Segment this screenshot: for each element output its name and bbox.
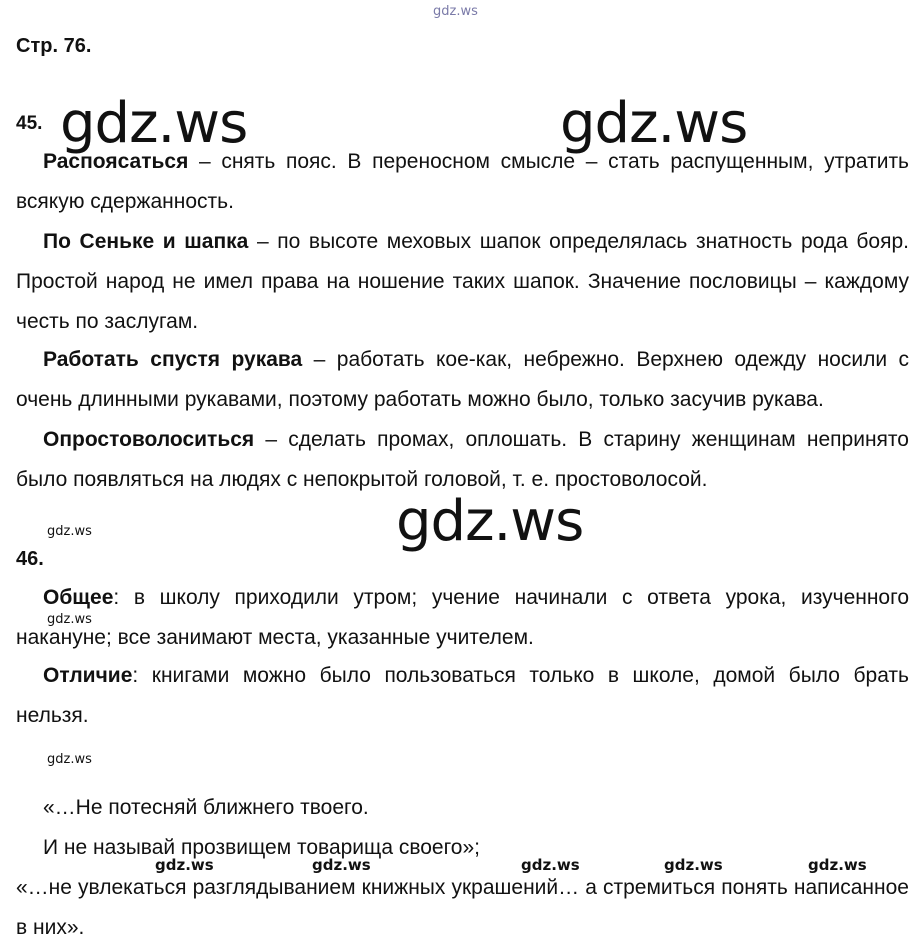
term: Распоясаться (43, 150, 189, 173)
term: Опростоволоситься (43, 428, 255, 451)
quote-line-3: «…не увлекаться разглядыванием книжных украшений… а стремиться понять написанное в них». (16, 876, 909, 939)
quote-line-2: И не называй прозвищем товарища своего»; (43, 836, 481, 859)
task-45-item-4 (16, 420, 909, 500)
watermark-row-2: gdz.ws (312, 856, 371, 874)
watermark-large-2: gdz.ws (560, 91, 748, 156)
definition: – сделать промах, оплошать. В старину женщинам непринято было появляться на людях с непокрытой головой, т. е. простоволосой. (16, 428, 909, 491)
watermark-small-3: gdz.ws (47, 752, 92, 767)
watermark-large-1: gdz.ws (60, 91, 248, 156)
term: Отличие (43, 664, 133, 687)
term: По Сеньке и шапка (43, 230, 249, 253)
term: Работать спустя рукава (43, 348, 303, 371)
watermark-large-3: gdz.ws (396, 489, 584, 554)
quote-line-1: «…Не потесняй ближнего твоего. (43, 796, 369, 819)
definition: : книгами можно было пользоваться только в школе, домой было брать нельзя. (16, 664, 909, 727)
task-46-item-1 (16, 578, 909, 658)
watermark-row-1: gdz.ws (155, 856, 214, 874)
task-45-item-2 (16, 222, 909, 342)
task-45-item-1 (16, 142, 909, 222)
term: Общее (43, 586, 114, 609)
watermark-top: gdz.ws (433, 4, 478, 19)
definition: : в школу приходили утром; учение начинали с ответа урока, изученного накануне; все занимают места, указанные учителем. (16, 586, 909, 649)
task-45-item-3 (16, 340, 909, 420)
watermark-small-2: gdz.ws (47, 612, 92, 627)
watermark-row-5: gdz.ws (808, 856, 867, 874)
definition: – по высоте меховых шапок определялась знатность рода бояр. Простой народ не имел права на ношение таких шапок. Значение пословицы – каждому честь по заслугам. (16, 230, 909, 333)
watermark-small-1: gdz.ws (47, 524, 92, 539)
watermark-row-4: gdz.ws (664, 856, 723, 874)
task-46-item-2 (16, 656, 909, 736)
page-reference: Стр. 76. (16, 35, 92, 57)
watermark-row-3: gdz.ws (521, 856, 580, 874)
definition: – снять пояс. В переносном смысле – стать распущенным, утратить всякую сдержанность. (16, 150, 909, 213)
task-46-number: 46. (16, 548, 44, 570)
task-45-number: 45. (16, 113, 43, 134)
definition: – работать кое-как, небрежно. Верхнею одежду носили с очень длинными рукавами, поэтому работать можно было, только засучив рукава. (16, 348, 909, 411)
